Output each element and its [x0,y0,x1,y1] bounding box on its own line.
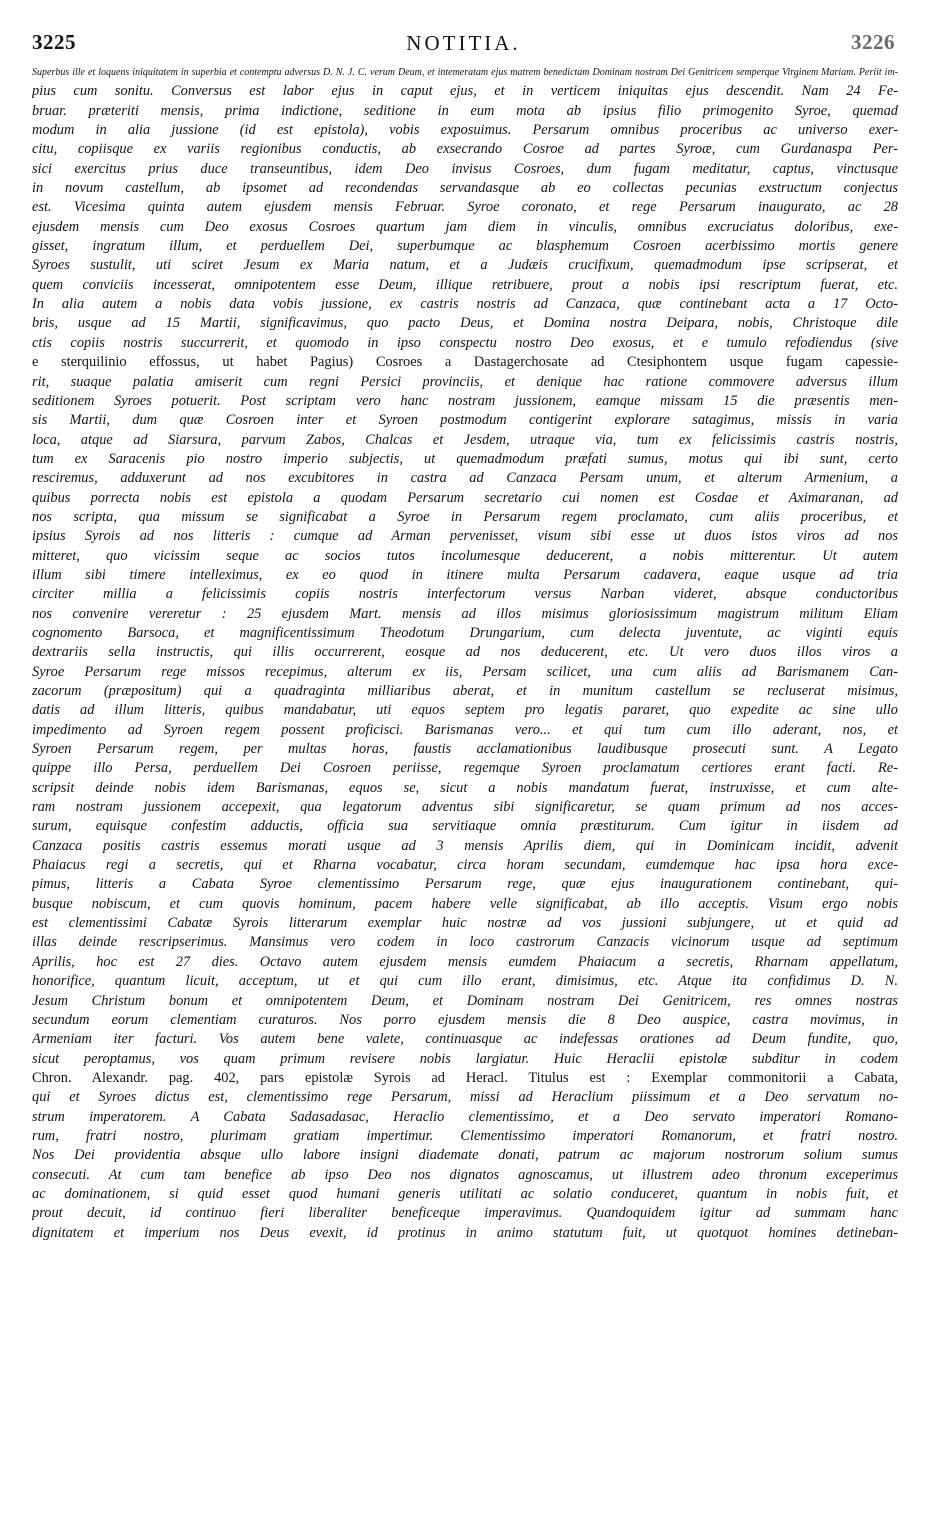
text-line: illum sibi timere intelleximus, ex eo quod in itinere multa Persarum cadavera, eaque usque ad tria [32,566,898,583]
page-header [32,30,895,60]
text-line: bris, usque ad 15 Martii, significavimus, quo pacto Deus, et Domina nostra Deipara, nobis, Christoque dile [32,315,898,332]
text-line: quem conviciis incesserat, omnipotentem esse Deum, illique retribuere, prout a nobis ipsi rescriptum fuerat, etc. [32,276,898,293]
text-line: secundum eorum clementiam curaturos. Nos porro ejusdem mensis die 8 Deo auspice, castra movimus, in [32,1011,898,1028]
text-line: Aprilis, hoc est 27 dies. Octavo autem ejusdem mensis eumdem Phaiacum a secretis, Rharnam appellatum, [32,953,898,970]
text-line: seditionem Syroes potuerit. Post scriptam vero hanc nostram jussionem, eamque missam 15 die præsentis men- [32,392,898,409]
text-line: citu, copiisque ex variis regionibus conductis, ab exsecrando Cosroe ad partes Syroæ, cum Gurdanaspa Per- [32,141,898,158]
text-line: tum ex Saracenis pio nostro imperio subjectis, ut quemadmodum præfati sumus, motus qui ibi sunt, certo [32,450,898,467]
text-line: gisset, ingratum illum, et perduellem Dei, superbumque ac blasphemum Cosroen acerbissimo mortis genere [32,238,898,255]
text-line: pius cum sonitu. Conversus est labor ejus in caput ejus, et in verticem iniquitas ejus descendit. Nam 24 Fe- [32,83,898,100]
page-number-left: 3225 [32,30,76,54]
text-line: pimus, litteris a Cabata Syroe clementissimo Persarum rege, quæ ejus inaugurationem continebant, qui- [32,876,898,893]
text-line: Syroen Persarum regem, per multas horas, faustis acclamationibus laudibusque prosecuti sunt. A Legato [32,741,898,758]
text-line: nos scripta, qua missum se significabat a Syroe in Persarum regem proclamato, cum aliis proceribus, et [32,508,898,525]
text-line: sis Martii, dum quæ Cosroen inter et Syroen postmodum contigerint explorare satagimus, missis in varia [32,412,898,429]
text-line: quippe illo Persa, perduellem Dei Cosroen periisse, regemque Syroen proclamatum certiores erant facti. Re- [32,760,898,777]
text-line: datis ad illum litteris, quibus mandabatur, uti equos septem pro legatis pararet, quo expedite ac sine ullo [32,702,898,719]
text-line: Nos Dei providentia absque ullo labore insigni diademate donati, patrum ac majorum nostrorum solium sumus [32,1147,898,1164]
text-line: illas deinde rescripserimus. Mansimus vero codem in loco castrorum Canzacis vicinorum usque ad septimum [32,934,898,951]
text-line: Syroes sustulit, uti sciret Jesum ex Maria natum, et a Judæis crucifixum, quemadmodum ipse scripserat, et [32,257,898,274]
text-line: impedimento ad Syroen regem possent proficisci. Barismanas vero... et qui tum cum illo aderant, nos, et [32,721,898,738]
text-line: in novum castellum, ab ipsomet ad recondendas servandasque ab eo collectas pecunias exstructum conjectus [32,180,898,197]
text-line: est. Vicesima quinta autem ejusdem mensis Februar. Syroe coronato, et rege Persarum inaugurato, ac 28 [32,199,898,216]
text-line: rit, suaque palatia amiserit cum regni Persici provinciis, et denique hac ratione commovere adversus illum [32,373,898,390]
text-line: quibus porrecta nobis est epistola a quodam Persarum secretario cui nomen est Cosdae et Aximaranan, ad [32,489,898,506]
text-line: ram nostram jussionem accepexit, qua legatorum adventus sibi significaretur, se quam primum ad nos acces- [32,799,898,816]
text-line: circiter millia a felicissimis copiis nostris interfectorum versus Narban videret, absque conductoribus [32,586,898,603]
running-title: NOTITIA. [406,31,521,55]
text-line: Syroe Persarum rege missos recepimus, alterum ex iis, Persam scilicet, una cum aliis ad Barismanem Can- [32,663,898,680]
text-line: Superbus ille et loquens iniquitatem in superbia et contemptu adversus D. N. J. C. verum Deum, et intemeratam ejus matrem benedictam Dominam nostram Dei Genitricem semperque Virginem Mariam. Periit im- [32,67,898,78]
text-line: nos convenire vereretur : 25 ejusdem Mart. mensis ad illos misimus gloriosissimum magistrum militum Eliam [32,605,898,622]
body-text [32,63,898,1243]
text-line: surum, equisque confestim adductis, officia sua servitiaque omnia præstiturum. Cum igitur in iisdem ad [32,818,898,835]
text-line: Chron. Alexandr. pag. 402, pars epistolæ Syrois ad Heracl. Titulus est : Exemplar commonitorii a Cabata, [32,1069,898,1086]
text-line: loca, atque ad Siarsura, parvum Zabos, Chalcas et Jesdem, utraque via, tum ex felicissimis castris nostris, [32,431,898,448]
text-line: Phaiacus regi a secretis, qui et Rharna vocabatur, circa horam secundam, eumdemque hac ipsa hora exce- [32,857,898,874]
text-line: modum in alia jussione (id est epistola), vobis exposuimus. Persarum omnibus proceribus ac universo exer- [32,122,898,139]
text-line: Armeniam iter facturi. Vos autem bene valete, continuasque ac indefessas orationes ad Deum fundite, quo, [32,1031,898,1048]
text-line: zacorum (præpositum) qui a quadraginta milliaribus aberat, et in munitum castellum se recluserat misimus, [32,683,898,699]
text-line: dignitatem et imperium nos Deus evexit, id protinus in animo statutum fuit, ut quotquot homines detineban- [32,1224,898,1241]
text-line: prout decuit, id continuo fieri liberaliter beneficeque imperavimus. Quandoquidem igitur ad summam hanc [32,1205,898,1222]
text-line: qui et Syroes dictus est, clementissimo rege Persarum, missi ad Heraclium piissimum et a Deo servatum no- [32,1089,898,1106]
text-line: Canzaca positis castris essemus morati usque ad 3 mensis Aprilis diem, qui in Dominicam incidit, advenit [32,837,898,854]
text-line: Jesum Christum bonum et omnipotentem Deum, et Dominam nostram Dei Genitricem, res omnes nostras [32,992,898,1009]
text-line: mitteret, quo vicissim seque ac socios tutos incolumesque deducerent, a nobis mitterentur. Ut autem [32,547,898,564]
text-line: ipsius Syrois ad nos litteris : cumque ad Arman pervenisset, visum sibi esse ut duos istos viros ad nos [32,528,898,545]
text-line: In alia autem a nobis data vobis jussione, ex castris nostris ad Canzaca, quæ continebant acta a 17 Octo- [32,296,898,313]
page-number-right: 3226 [851,30,895,54]
text-line: rum, fratri nostro, plurimam gratiam impertimur. Clementissimo imperatori Romanorum, et fratri nostro. [32,1127,898,1144]
text-line: ctis copiis nostris succurrerit, et quomodo in ipso conspectu nostro Deo exosus, et e tumulo refodiendus (sive [32,334,898,351]
text-line: resciremus, adduxerunt ad nos excubitores in castra ad Canzaca Persam unum, et alterum Armenium, a [32,470,898,487]
text-line: consecuti. At cum tam benefice ab ipso Deo nos dignatos agnoscamus, ut illustrem adeo thronum exceperimus [32,1166,898,1183]
text-line: honorifice, quantum licuit, acceptum, ut et qui cum illo erant, dimisimus, etc. Atque ita confidimus D. N. [32,973,898,990]
text-line: sici exercitus prius duce transeuntibus, idem Deo invisus Cosroes, dum fugam meditatur, captus, vinctusque [32,160,898,177]
text-line: strum imperatorem. A Cabata Sadasadasac, Heraclio clementissimo, et a Deo servato imperatori Romano- [32,1108,898,1125]
text-line: e sterquilinio effossus, ut habet Pagius) Cosroes a Dastagerchosate ad Ctesiphontem usque fugam capessie- [32,354,898,371]
text-line: est clementissimi Cabatæ Syrois litterarum exemplar huic nostræ ad vos jussioni subjungere, ut et quid ad [32,915,898,932]
text-line: dextrariis sella instructis, qui illis occurrerent, eosque ad nos deducerent, etc. Ut vero duos illos viros a [32,644,898,661]
text-line: sicut peroptamus, vos quam primum revisere nobis largiatur. Huic Heraclii epistolæ subditur in codem [32,1050,898,1067]
text-line: ejusdem mensis cum Deo exosus Cosroes quartum jam diem in vinculis, omnibus excruciatus doloribus, exe- [32,218,898,235]
text-line: scripsit deinde nobis idem Barismanas, equos se, sicut a nobis mandatum fuerat, instruxisse, et cum alte- [32,779,898,796]
text-line: ac dominationem, si quid esset quod humani generis utilitati ac solatio conduceret, quantum in nobis fuit, et [32,1185,898,1202]
text-line: busque nobiscum, et cum quovis hominum, pacem habere velle significabat, ab illo acceptis. Visum ergo nobis [32,895,898,912]
text-line: cognomento Barsoca, et magnificentissimum Theodotum Drungarium, cum delecta juventute, ac viginti equis [32,624,898,641]
text-line: bruar. præteriti mensis, prima indictione, seditione in eum mota ab ipsius filio primogenito Syroe, quemad [32,102,898,119]
